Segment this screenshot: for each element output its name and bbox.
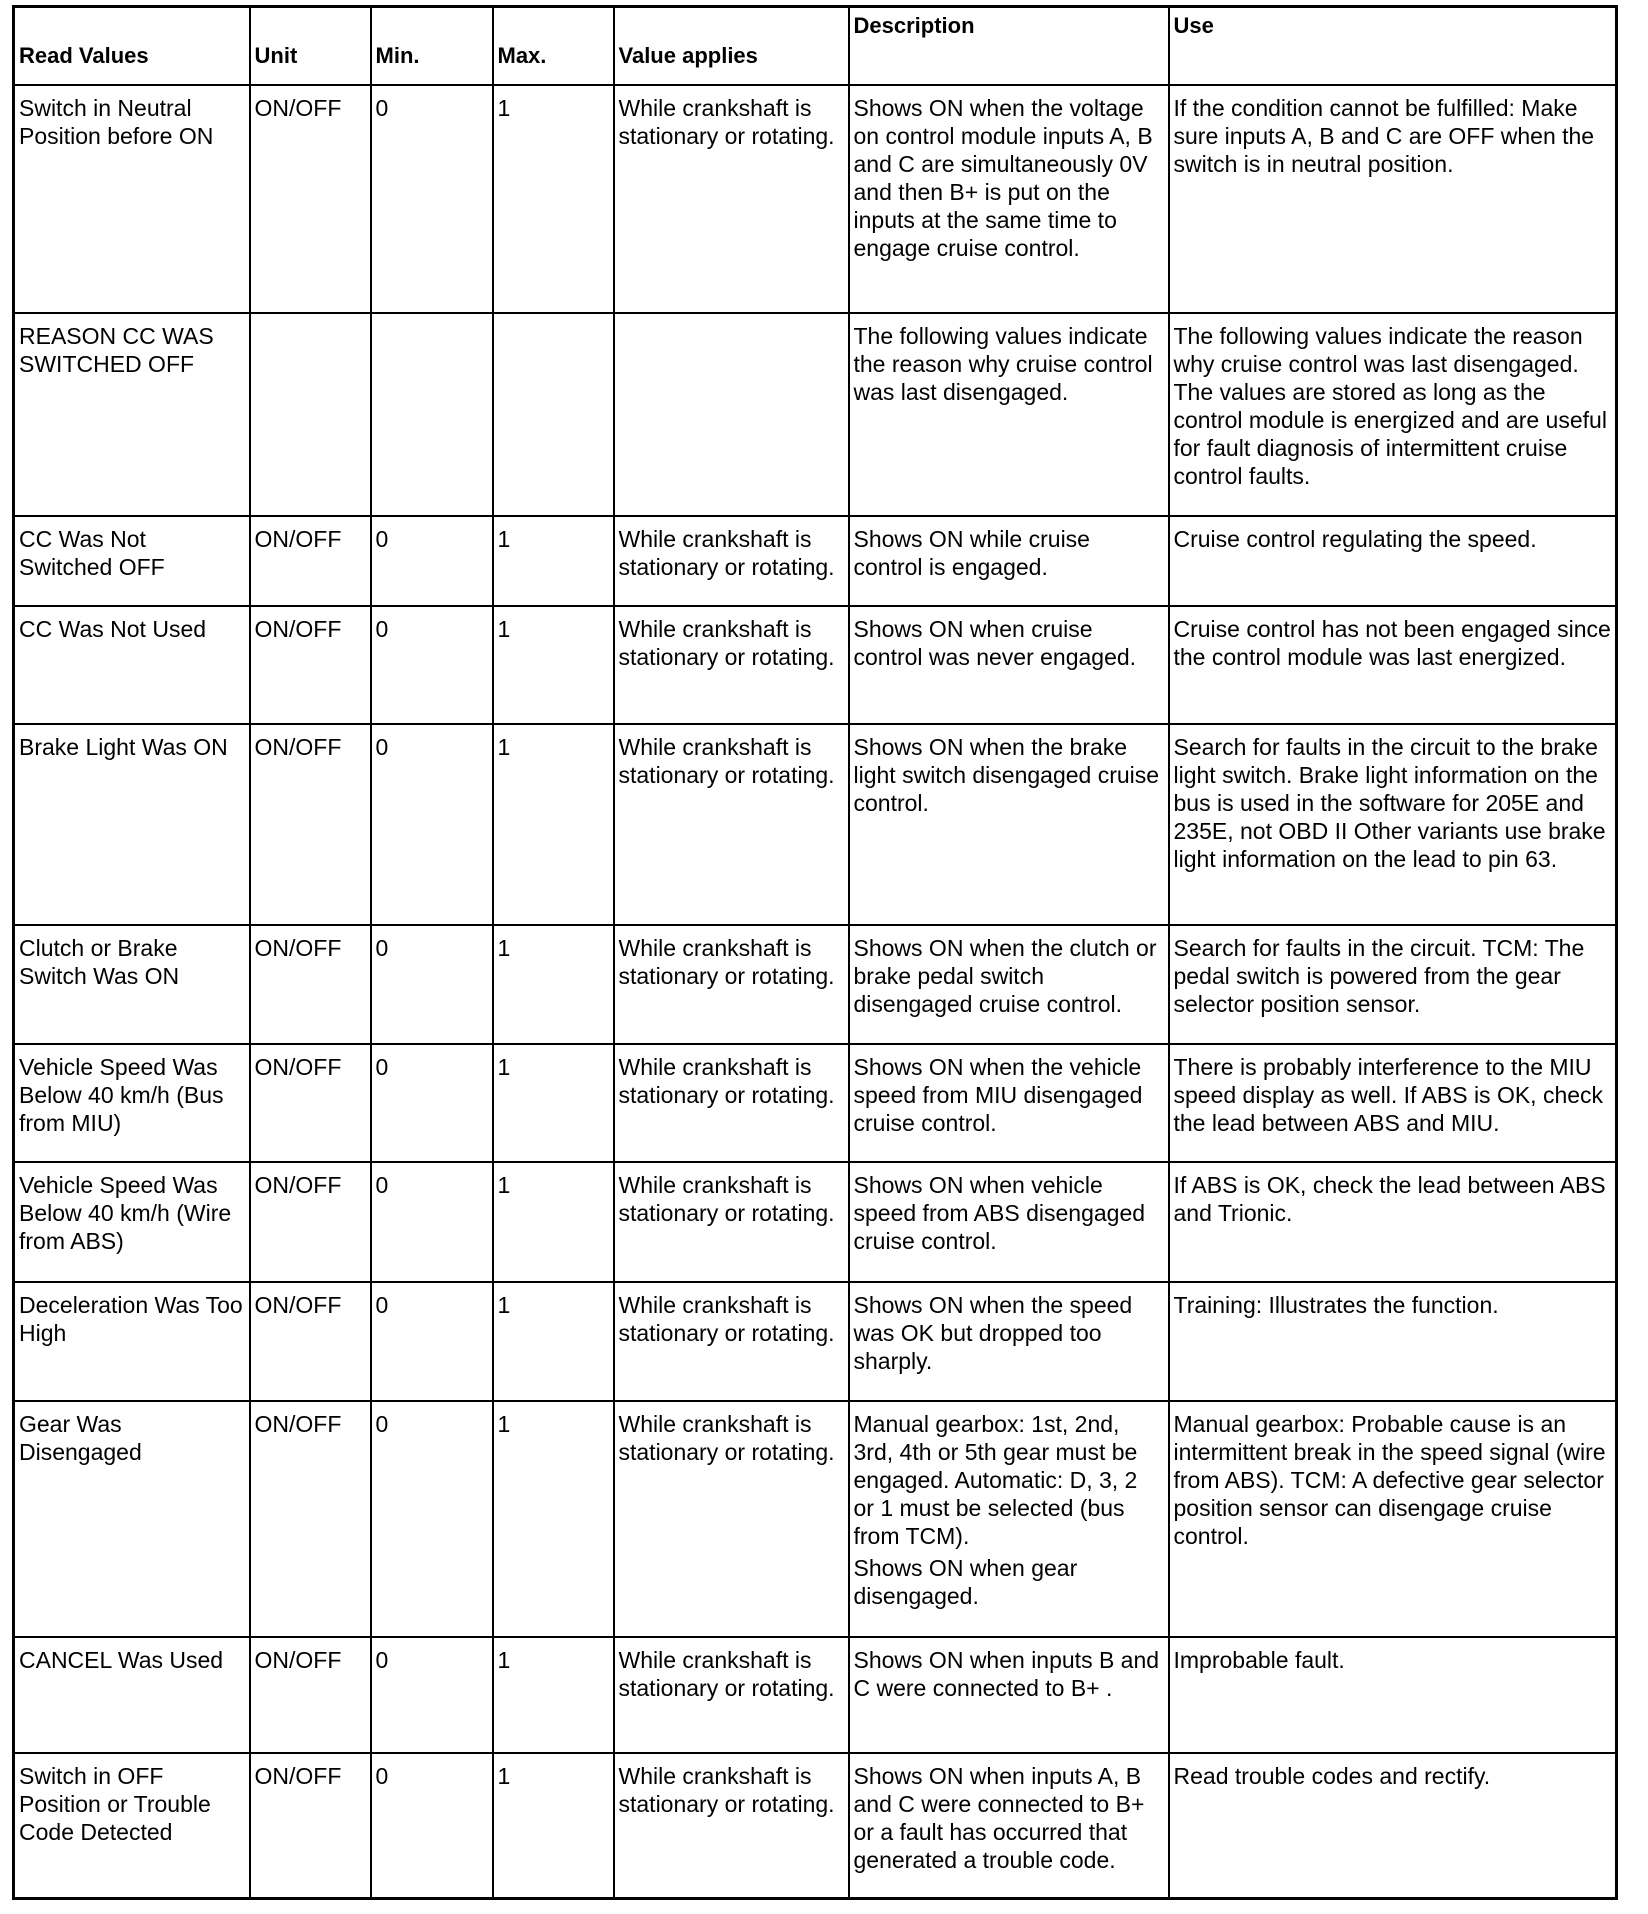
- cell-value-applies: [614, 606, 849, 724]
- cell-min-text: 0: [375, 1646, 389, 1673]
- cell-read-value: [14, 516, 250, 606]
- description-text: Shows ON when inputs A, B and C were connected to B+ or a fault has occurred that generated a trouble code.: [853, 1762, 1145, 1873]
- cell-use-text: Manual gearbox: Probable cause is an intermittent break in the speed signal (wire from ABS). TCM: A defective gear selector position sensor can disengage cruise control.: [1173, 1410, 1606, 1549]
- cell-unit: [250, 1401, 371, 1637]
- header-min: Min.: [371, 7, 493, 85]
- cell-max: [493, 516, 614, 606]
- cell-value-applies-text: While crankshaft is stationary or rotating.: [618, 733, 835, 788]
- cell-max-text: 1: [497, 94, 511, 121]
- cell-read-value-text: Deceleration Was Too High: [19, 1291, 243, 1346]
- description-text: Shows ON when the brake light switch disengaged cruise control.: [853, 733, 1160, 816]
- description-text: Shows ON when inputs B and C were connected to B+ .: [853, 1646, 1160, 1701]
- cell-value-applies-text: While crankshaft is stationary or rotating.: [618, 1171, 835, 1226]
- cell-read-value: [14, 1282, 250, 1401]
- cell-description: [849, 1401, 1169, 1637]
- cell-unit-text: ON/OFF: [254, 94, 342, 121]
- description-text: Shows ON when cruise control was never engaged.: [853, 615, 1137, 670]
- cell-use-text: Read trouble codes and rectify.: [1173, 1762, 1491, 1789]
- cell-min: [371, 85, 493, 313]
- cell-max: [493, 313, 614, 516]
- cell-use-text: Improbable fault.: [1173, 1646, 1345, 1673]
- cell-min: [371, 1162, 493, 1282]
- cell-value-applies: [614, 1637, 849, 1753]
- cell-value-applies-text: While crankshaft is stationary or rotating.: [618, 934, 835, 989]
- cell-value-applies: [614, 516, 849, 606]
- cell-max: [493, 1637, 614, 1753]
- cell-read-value: [14, 313, 250, 516]
- cell-use-text: The following values indicate the reason why cruise control was last disengaged. The values are stored as long as the control module is energized and are useful for fault diagnosis of intermittent cruise control faults.: [1173, 322, 1607, 489]
- cell-value-applies-text: While crankshaft is stationary or rotating.: [618, 525, 835, 580]
- cell-max: [493, 1282, 614, 1401]
- cell-max-text: 1: [497, 733, 511, 760]
- cell-min-text: 0: [375, 615, 389, 642]
- cell-read-value: [14, 925, 250, 1044]
- cell-use-text: Search for faults in the circuit. TCM: The pedal switch is powered from the gear selector position sensor.: [1173, 934, 1585, 1017]
- cell-read-value-text: Switch in Neutral Position before ON: [19, 94, 214, 149]
- cell-read-value-text: Switch in OFF Position or Trouble Code Detected: [19, 1762, 211, 1845]
- cell-unit: [250, 925, 371, 1044]
- cell-value-applies: [614, 1044, 849, 1162]
- cell-description: [849, 1162, 1169, 1282]
- cell-unit: [250, 1162, 371, 1282]
- cell-max: [493, 1162, 614, 1282]
- cell-max-text: 1: [497, 1646, 511, 1673]
- cell-read-value-text: REASON CC WAS SWITCHED OFF: [19, 322, 214, 377]
- cell-max: [493, 925, 614, 1044]
- cell-use: [1169, 516, 1617, 606]
- description-text: Shows ON when the clutch or brake pedal switch disengaged cruise control.: [853, 934, 1157, 1017]
- cell-read-value: [14, 85, 250, 313]
- cell-unit: [250, 516, 371, 606]
- cell-use: [1169, 85, 1617, 313]
- cell-value-applies-text: While crankshaft is stationary or rotating.: [618, 1410, 835, 1465]
- cell-read-value-text: Vehicle Speed Was Below 40 km/h (Bus from MIU): [19, 1053, 224, 1136]
- cell-use: [1169, 1162, 1617, 1282]
- header-read-values: Read Values: [14, 7, 250, 85]
- cell-value-applies-text: While crankshaft is stationary or rotating.: [618, 615, 835, 670]
- cell-read-value-text: CC Was Not Used: [19, 615, 207, 642]
- cell-min-text: 0: [375, 94, 389, 121]
- cell-min-text: 0: [375, 1171, 389, 1198]
- cell-value-applies: [614, 724, 849, 925]
- cell-min-text: 0: [375, 1053, 389, 1080]
- cell-min: [371, 1637, 493, 1753]
- cell-read-value-text: Vehicle Speed Was Below 40 km/h (Wire from ABS): [19, 1171, 232, 1254]
- cell-min-text: 0: [375, 733, 389, 760]
- cell-unit: [250, 724, 371, 925]
- cell-read-value: [14, 1637, 250, 1753]
- cell-use: [1169, 1401, 1617, 1637]
- cell-unit-text: ON/OFF: [254, 615, 342, 642]
- cell-unit: [250, 1282, 371, 1401]
- cell-use-text: Cruise control has not been engaged since the control module was last energized.: [1173, 615, 1611, 670]
- cell-min-text: 0: [375, 1291, 389, 1318]
- cell-read-value: [14, 1044, 250, 1162]
- cell-max: [493, 724, 614, 925]
- cell-read-value-text: Gear Was Disengaged: [19, 1410, 142, 1465]
- cell-unit: [250, 1637, 371, 1753]
- cell-use: [1169, 1044, 1617, 1162]
- cell-value-applies: [614, 1162, 849, 1282]
- cell-read-value: [14, 724, 250, 925]
- cell-read-value: [14, 606, 250, 724]
- cell-description: [849, 1637, 1169, 1753]
- table-row: [14, 85, 1617, 313]
- cell-min: [371, 313, 493, 516]
- cell-read-value: [14, 1401, 250, 1637]
- cell-read-value-text: Clutch or Brake Switch Was ON: [19, 934, 180, 989]
- cell-use-text: Search for faults in the circuit to the brake light switch. Brake light information on the bus is used in the software for 205E and 235E, not OBD II Other variants use brake light information on the lead to pin 63.: [1173, 733, 1606, 872]
- cell-unit: [250, 1044, 371, 1162]
- cell-use-text: There is probably interference to the MIU speed display as well. If ABS is OK, check the lead between ABS and MIU.: [1173, 1053, 1604, 1136]
- cell-value-applies-text: While crankshaft is stationary or rotating.: [618, 1646, 835, 1701]
- cell-use: [1169, 606, 1617, 724]
- cell-use-text: If ABS is OK, check the lead between ABS and Trionic.: [1173, 1171, 1606, 1226]
- cell-unit: [250, 313, 371, 516]
- cell-max: [493, 1401, 614, 1637]
- cell-max: [493, 1753, 614, 1899]
- cell-description: [849, 724, 1169, 925]
- cell-read-value-text: Brake Light Was ON: [19, 733, 228, 760]
- cell-unit-text: ON/OFF: [254, 1291, 342, 1318]
- table-row: [14, 313, 1617, 516]
- table-row: [14, 1637, 1617, 1753]
- cell-unit-text: ON/OFF: [254, 525, 342, 552]
- table-row: [14, 1044, 1617, 1162]
- table-row: [14, 516, 1617, 606]
- cell-use-text: Cruise control regulating the speed.: [1173, 525, 1537, 552]
- description-text: The following values indicate the reason why cruise control was last disengaged.: [853, 322, 1153, 405]
- cell-description: [849, 1753, 1169, 1899]
- cell-min: [371, 1282, 493, 1401]
- description-text-secondary: Shows ON when gear disengaged.: [853, 1554, 1078, 1609]
- cell-use: [1169, 1637, 1617, 1753]
- cell-use-text: If the condition cannot be fulfilled: Make sure inputs A, B and C are OFF when the switch is in neutral position.: [1173, 94, 1595, 177]
- header-unit: Unit: [250, 7, 371, 85]
- cell-max-text: 1: [497, 934, 511, 961]
- cell-description: [849, 85, 1169, 313]
- header-description: Description: [849, 7, 1169, 85]
- cell-min-text: 0: [375, 1762, 389, 1789]
- cell-description: [849, 1044, 1169, 1162]
- cell-max-text: 1: [497, 615, 511, 642]
- cell-min: [371, 516, 493, 606]
- cell-use-text: Training: Illustrates the function.: [1173, 1291, 1499, 1318]
- description-text: Shows ON when the voltage on control module inputs A, B and C are simultaneously 0V and then B+ is put on the inputs at the same time to engage cruise control.: [853, 94, 1153, 261]
- cell-min: [371, 606, 493, 724]
- cell-read-value-text: CANCEL Was Used: [19, 1646, 224, 1673]
- table-row: [14, 1282, 1617, 1401]
- cell-unit-text: ON/OFF: [254, 1053, 342, 1080]
- cell-use: [1169, 925, 1617, 1044]
- cell-min: [371, 1401, 493, 1637]
- description-text: Shows ON when vehicle speed from ABS disengaged cruise control.: [853, 1171, 1146, 1254]
- cell-max: [493, 85, 614, 313]
- cell-value-applies-text: While crankshaft is stationary or rotating.: [618, 94, 835, 149]
- cell-unit-text: ON/OFF: [254, 1762, 342, 1789]
- cell-max-text: 1: [497, 1053, 511, 1080]
- cell-max: [493, 1044, 614, 1162]
- description-text: Shows ON when the speed was OK but dropped too sharply.: [853, 1291, 1133, 1374]
- cell-description: [849, 313, 1169, 516]
- cell-max-text: 1: [497, 1762, 511, 1789]
- cell-unit-text: ON/OFF: [254, 1410, 342, 1437]
- description-text: Manual gearbox: 1st, 2nd, 3rd, 4th or 5th gear must be engaged. Automatic: D, 3, 2 or 1 must be selected (bus from TCM).: [853, 1410, 1138, 1549]
- cell-description: [849, 606, 1169, 724]
- table-row: [14, 724, 1617, 925]
- cell-value-applies: [614, 85, 849, 313]
- cell-max-text: 1: [497, 1171, 511, 1198]
- cell-max-text: 1: [497, 1291, 511, 1318]
- cell-description: [849, 1282, 1169, 1401]
- header-value-applies: Value applies: [614, 7, 849, 85]
- cell-min-text: 0: [375, 1410, 389, 1437]
- cell-unit: [250, 606, 371, 724]
- header-use: Use: [1169, 7, 1617, 85]
- cell-read-value: [14, 1162, 250, 1282]
- read-values-table: [12, 5, 1618, 1900]
- cell-unit: [250, 1753, 371, 1899]
- cell-min: [371, 1753, 493, 1899]
- table-row: [14, 1401, 1617, 1637]
- description-text: Shows ON when the vehicle speed from MIU disengaged cruise control.: [853, 1053, 1143, 1136]
- cell-value-applies-text: While crankshaft is stationary or rotating.: [618, 1291, 835, 1346]
- cell-description: [849, 925, 1169, 1044]
- table-row: [14, 1162, 1617, 1282]
- cell-value-applies-text: While crankshaft is stationary or rotating.: [618, 1762, 835, 1817]
- description-text: Shows ON while cruise control is engaged.: [853, 525, 1090, 580]
- table-row: [14, 925, 1617, 1044]
- cell-read-value-text: CC Was Not Switched OFF: [19, 525, 165, 580]
- table-row: [14, 1753, 1617, 1899]
- cell-value-applies: [614, 1753, 849, 1899]
- cell-min: [371, 1044, 493, 1162]
- cell-use: [1169, 724, 1617, 925]
- cell-min-text: 0: [375, 934, 389, 961]
- cell-max-text: 1: [497, 1410, 511, 1437]
- cell-max-text: 1: [497, 525, 511, 552]
- cell-min-text: 0: [375, 525, 389, 552]
- cell-read-value: [14, 1753, 250, 1899]
- cell-unit-text: ON/OFF: [254, 1171, 342, 1198]
- cell-value-applies: [614, 1282, 849, 1401]
- cell-description: [849, 516, 1169, 606]
- table-row: [14, 606, 1617, 724]
- table-body: [14, 85, 1617, 1899]
- cell-value-applies: [614, 925, 849, 1044]
- cell-value-applies-text: While crankshaft is stationary or rotating.: [618, 1053, 835, 1108]
- cell-value-applies: [614, 313, 849, 516]
- cell-min: [371, 724, 493, 925]
- cell-use: [1169, 1282, 1617, 1401]
- cell-max: [493, 606, 614, 724]
- cell-min: [371, 925, 493, 1044]
- cell-unit-text: ON/OFF: [254, 934, 342, 961]
- cell-unit: [250, 85, 371, 313]
- header-max: Max.: [493, 7, 614, 85]
- cell-unit-text: ON/OFF: [254, 1646, 342, 1673]
- cell-use: [1169, 313, 1617, 516]
- cell-unit-text: ON/OFF: [254, 733, 342, 760]
- cell-use: [1169, 1753, 1617, 1899]
- cell-value-applies: [614, 1401, 849, 1637]
- table-header-row: [14, 7, 1617, 85]
